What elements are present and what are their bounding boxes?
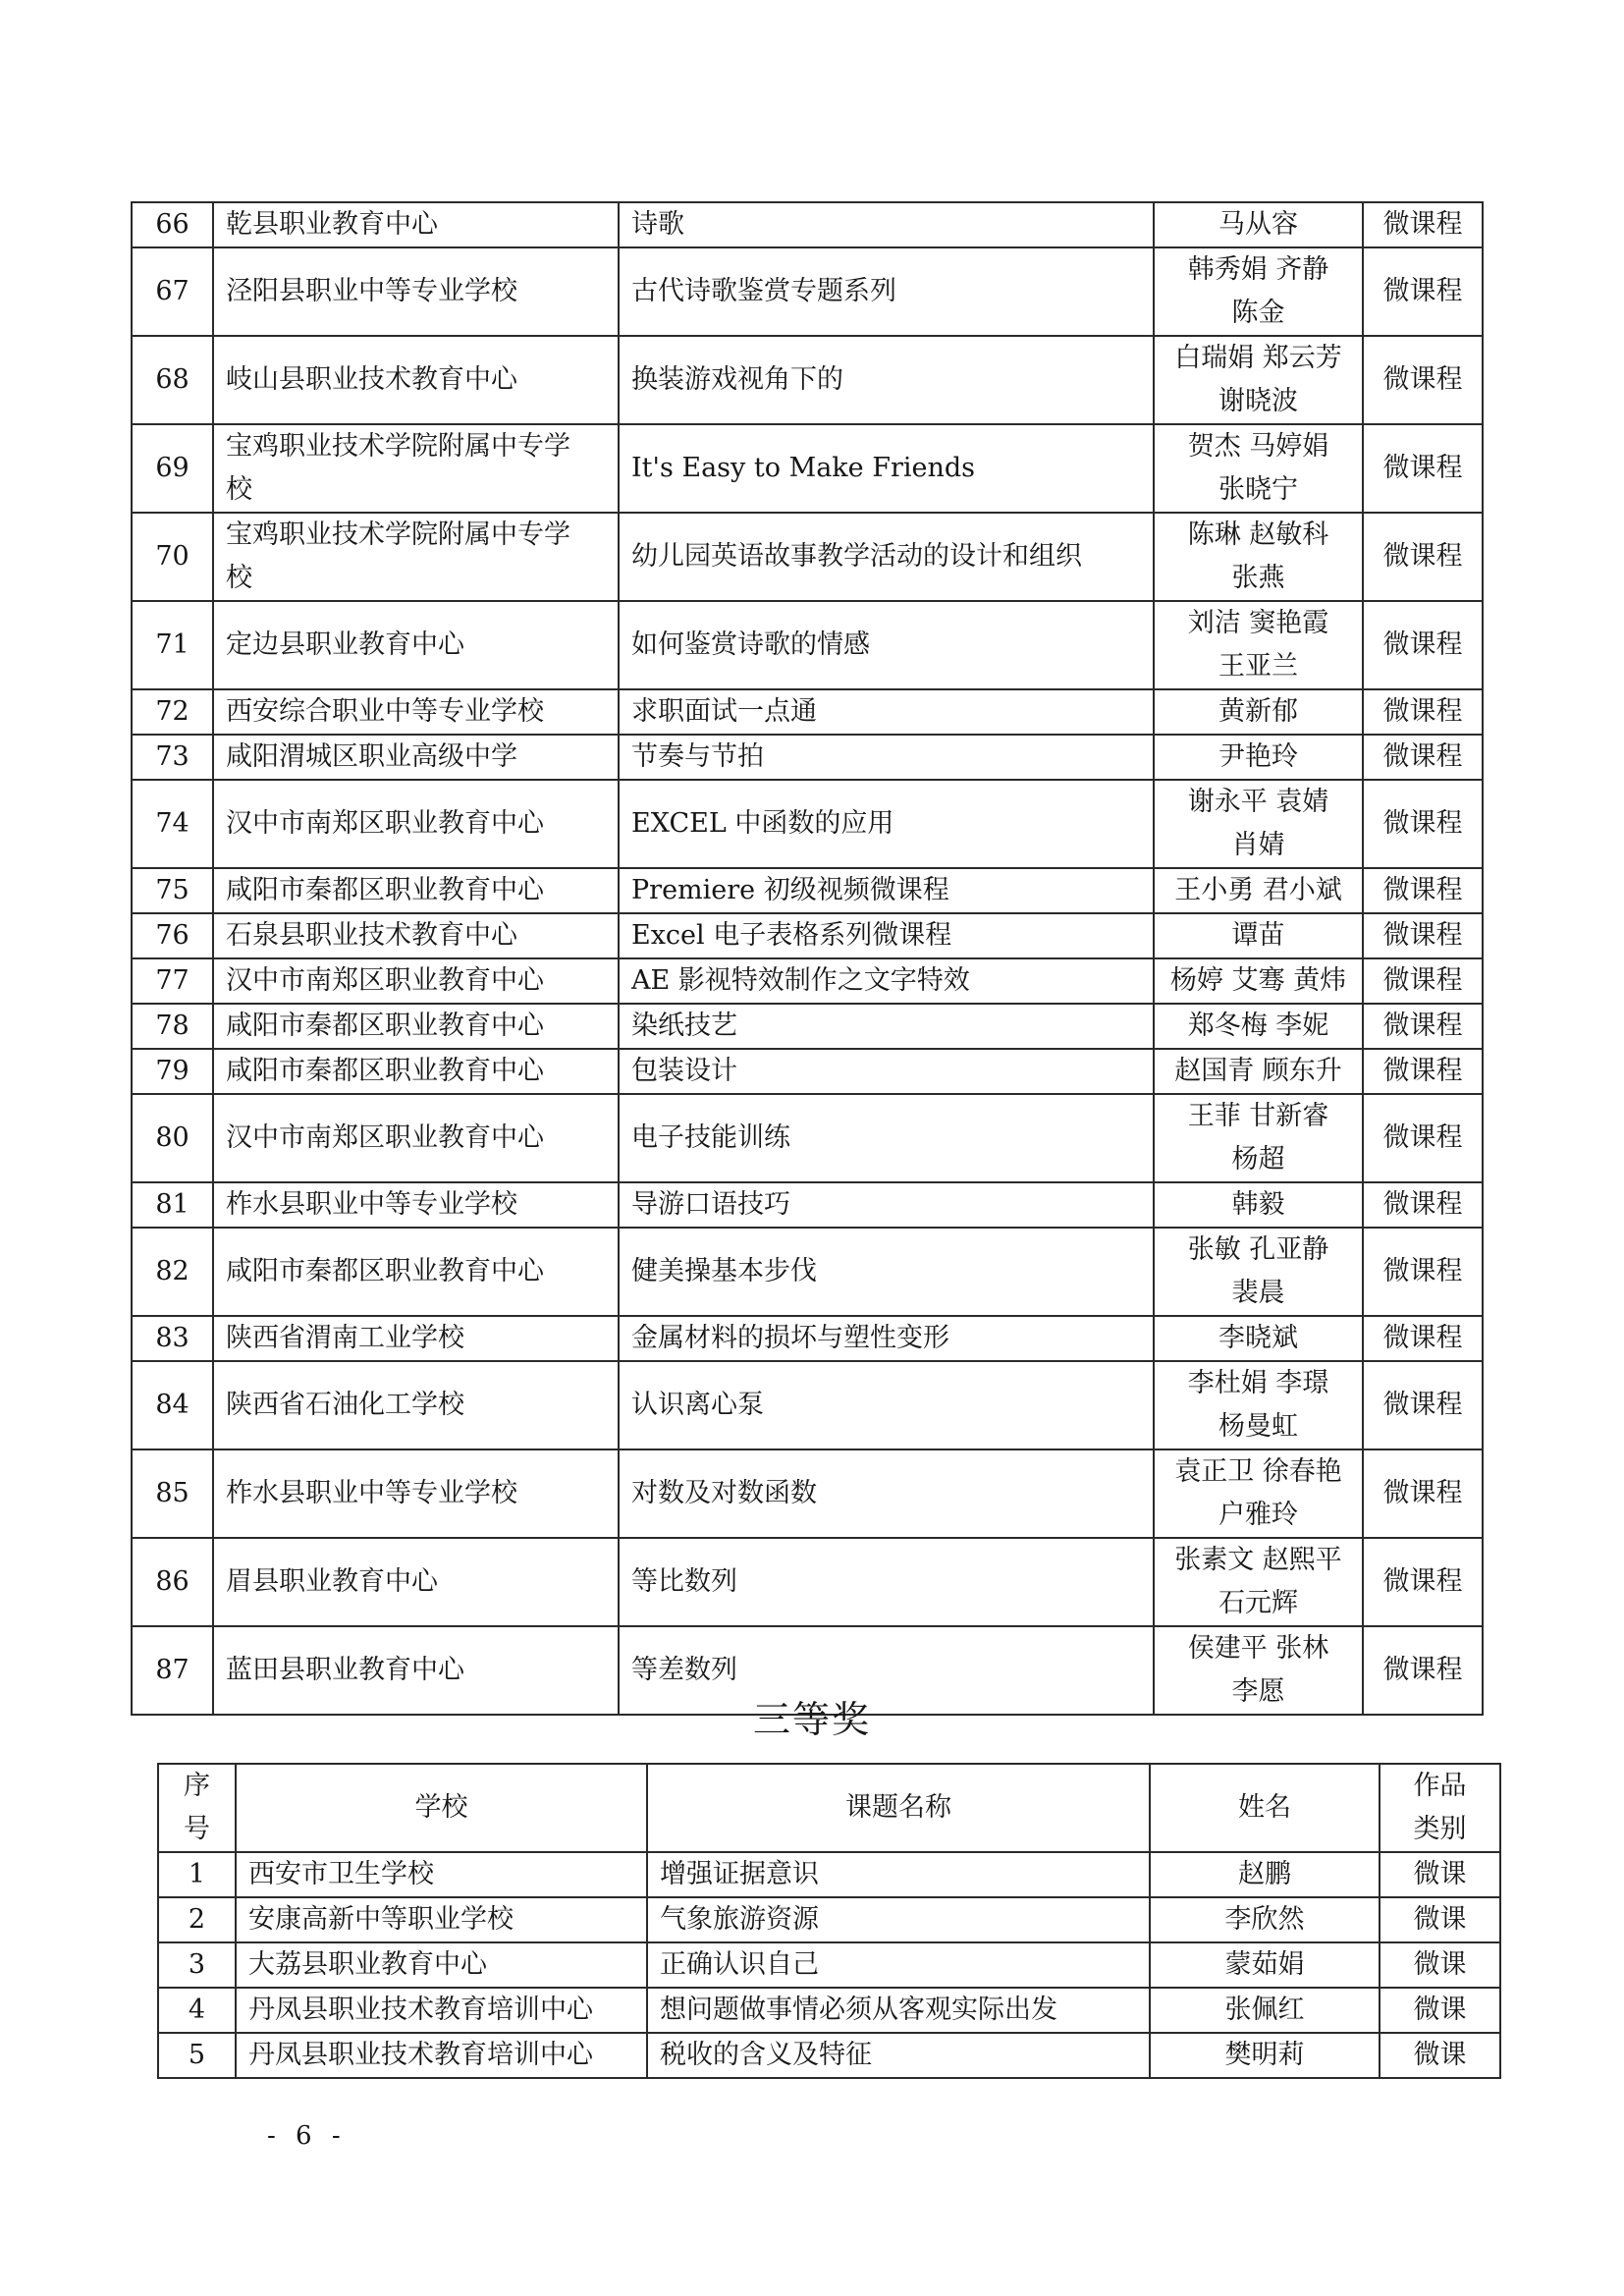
category-cell: 微课程: [1363, 1449, 1483, 1538]
row-number: 80: [132, 1094, 213, 1182]
category-cell: 微课程: [1363, 336, 1483, 424]
title-cell: 包装设计: [619, 1049, 1154, 1094]
table-row: [132, 780, 1483, 868]
row-number: 71: [132, 601, 213, 689]
title-cell: 幼儿园英语故事教学活动的设计和组织: [619, 513, 1154, 601]
category-cell: 微课程: [1363, 1316, 1483, 1361]
school-cell: 咸阳市秦都区职业教育中心: [213, 868, 619, 913]
header-category: 作品 类别: [1380, 1764, 1500, 1852]
category-cell: 微课程: [1363, 689, 1483, 735]
title-cell: 诗歌: [619, 202, 1154, 247]
category-cell: 微课程: [1363, 1228, 1483, 1316]
third-prize-table: [157, 1763, 1501, 2079]
category-cell: 微课: [1380, 1852, 1500, 1897]
school-cell: 西安市卫生学校: [236, 1852, 647, 1897]
title-cell: 电子技能训练: [619, 1094, 1154, 1182]
title-cell: 正确认识自己: [647, 1942, 1150, 1988]
category-cell: 微课程: [1363, 247, 1483, 336]
school-cell: 咸阳渭城区职业高级中学: [213, 735, 619, 780]
row-number: 81: [132, 1182, 213, 1228]
table-row: [132, 424, 1483, 513]
school-cell: 安康高新中等职业学校: [236, 1897, 647, 1942]
table-row: [158, 2033, 1500, 2078]
school-cell: 柞水县职业中等专业学校: [213, 1182, 619, 1228]
school-cell: 西安综合职业中等专业学校: [213, 689, 619, 735]
title-cell: Excel 电子表格系列微课程: [619, 913, 1154, 958]
category-cell: 微课程: [1363, 1538, 1483, 1626]
names-cell: 贺杰 马婷娟 张晓宁: [1154, 424, 1363, 513]
school-cell: 宝鸡职业技术学院附属中专学 校: [213, 513, 619, 601]
school-cell: 丹凤县职业技术教育培训中心: [236, 1988, 647, 2033]
category-cell: 微课程: [1363, 1094, 1483, 1182]
title-cell: EXCEL 中函数的应用: [619, 780, 1154, 868]
category-cell: 微课程: [1363, 958, 1483, 1004]
school-cell: 石泉县职业技术教育中心: [213, 913, 619, 958]
category-cell: 微课: [1380, 1942, 1500, 1988]
category-cell: 微课程: [1363, 735, 1483, 780]
names-cell: 韩秀娟 齐静 陈金: [1154, 247, 1363, 336]
title-cell: 等差数列: [619, 1626, 1154, 1715]
row-number: 69: [132, 424, 213, 513]
table-row: [158, 1897, 1500, 1942]
names-cell: 郑冬梅 李妮: [1154, 1004, 1363, 1049]
table-row: [132, 735, 1483, 780]
table-row: [132, 958, 1483, 1004]
names-cell: 王菲 甘新睿 杨超: [1154, 1094, 1363, 1182]
title-cell: 染纸技艺: [619, 1004, 1154, 1049]
table-row: [132, 689, 1483, 735]
row-number: 75: [132, 868, 213, 913]
table-row: [132, 1094, 1483, 1182]
row-number: 86: [132, 1538, 213, 1626]
row-number: 2: [158, 1897, 236, 1942]
school-cell: 丹凤县职业技术教育培训中心: [236, 2033, 647, 2078]
row-number: 87: [132, 1626, 213, 1715]
title-cell: Premiere 初级视频微课程: [619, 868, 1154, 913]
row-number: 67: [132, 247, 213, 336]
names-cell: 刘洁 窦艳霞 王亚兰: [1154, 601, 1363, 689]
row-number: 1: [158, 1852, 236, 1897]
table-row: [132, 1538, 1483, 1626]
category-cell: 微课程: [1363, 1182, 1483, 1228]
title-cell: 增强证据意识: [647, 1852, 1150, 1897]
row-number: 77: [132, 958, 213, 1004]
title-cell: 金属材料的损坏与塑性变形: [619, 1316, 1154, 1361]
school-cell: 咸阳市秦都区职业教育中心: [213, 1004, 619, 1049]
table-row: [132, 1182, 1483, 1228]
header-no: 序 号: [158, 1764, 236, 1852]
names-cell: 赵国青 顾东升: [1154, 1049, 1363, 1094]
table-row: [132, 1228, 1483, 1316]
names-cell: 樊明莉: [1150, 2033, 1380, 2078]
title-cell: 想问题做事情必须从客观实际出发: [647, 1988, 1150, 2033]
row-number: 83: [132, 1316, 213, 1361]
row-number: 73: [132, 735, 213, 780]
names-cell: 李欣然: [1150, 1897, 1380, 1942]
award-table-body: [132, 202, 1483, 1715]
table-row: [132, 1004, 1483, 1049]
category-cell: 微课程: [1363, 424, 1483, 513]
header-names: 姓名: [1150, 1764, 1380, 1852]
category-cell: 微课: [1380, 1897, 1500, 1942]
school-cell: 乾县职业教育中心: [213, 202, 619, 247]
school-cell: 蓝田县职业教育中心: [213, 1626, 619, 1715]
award-table: [131, 201, 1484, 1716]
names-cell: 袁正卫 徐春艳 户雅玲: [1154, 1449, 1363, 1538]
row-number: 82: [132, 1228, 213, 1316]
names-cell: 陈琳 赵敏科 张燕: [1154, 513, 1363, 601]
table-row: [132, 601, 1483, 689]
school-cell: 定边县职业教育中心: [213, 601, 619, 689]
title-cell: 导游口语技巧: [619, 1182, 1154, 1228]
row-number: 3: [158, 1942, 236, 1988]
school-cell: 陕西省渭南工业学校: [213, 1316, 619, 1361]
school-cell: 眉县职业教育中心: [213, 1538, 619, 1626]
row-number: 68: [132, 336, 213, 424]
category-cell: 微课程: [1363, 202, 1483, 247]
category-cell: 微课程: [1363, 913, 1483, 958]
names-cell: 马从容: [1154, 202, 1363, 247]
category-cell: 微课程: [1363, 1361, 1483, 1449]
table-row: [132, 1049, 1483, 1094]
category-cell: 微课程: [1363, 601, 1483, 689]
school-cell: 陕西省石油化工学校: [213, 1361, 619, 1449]
title-cell: 健美操基本步伐: [619, 1228, 1154, 1316]
row-number: 70: [132, 513, 213, 601]
title-cell: 古代诗歌鉴赏专题系列: [619, 247, 1154, 336]
names-cell: 侯建平 张林 李愿: [1154, 1626, 1363, 1715]
title-cell: It's Easy to Make Friends: [619, 424, 1154, 513]
title-cell: 换装游戏视角下的: [619, 336, 1154, 424]
school-cell: 汉中市南郑区职业教育中心: [213, 1094, 619, 1182]
category-cell: 微课: [1380, 2033, 1500, 2078]
school-cell: 大荔县职业教育中心: [236, 1942, 647, 1988]
names-cell: 谭苗: [1154, 913, 1363, 958]
names-cell: 韩毅: [1154, 1182, 1363, 1228]
table-row: [132, 1361, 1483, 1449]
table-row: [132, 513, 1483, 601]
title-cell: 对数及对数函数: [619, 1449, 1154, 1538]
row-number: 72: [132, 689, 213, 735]
school-cell: 咸阳市秦都区职业教育中心: [213, 1228, 619, 1316]
table-row: [132, 1449, 1483, 1538]
row-number: 76: [132, 913, 213, 958]
school-cell: 宝鸡职业技术学院附属中专学 校: [213, 424, 619, 513]
section-heading-third-prize: 三等奖: [752, 1698, 871, 1741]
category-cell: 微课程: [1363, 1049, 1483, 1094]
names-cell: 张素文 赵熙平 石元辉: [1154, 1538, 1363, 1626]
title-cell: 气象旅游资源: [647, 1897, 1150, 1942]
table-row: [132, 202, 1483, 247]
header-school: 学校: [236, 1764, 647, 1852]
category-cell: 微课: [1380, 1988, 1500, 2033]
category-cell: 微课程: [1363, 513, 1483, 601]
school-cell: 柞水县职业中等专业学校: [213, 1449, 619, 1538]
school-cell: 汉中市南郑区职业教育中心: [213, 780, 619, 868]
page-number: - 6 -: [267, 2121, 347, 2151]
category-cell: 微课程: [1363, 868, 1483, 913]
table-row: [158, 1942, 1500, 1988]
title-cell: 税收的含义及特征: [647, 2033, 1150, 2078]
title-cell: AE 影视特效制作之文字特效: [619, 958, 1154, 1004]
table-row: [132, 336, 1483, 424]
row-number: 66: [132, 202, 213, 247]
table-header-row: [158, 1764, 1500, 1852]
title-cell: 如何鉴赏诗歌的情感: [619, 601, 1154, 689]
row-number: 79: [132, 1049, 213, 1094]
names-cell: 赵鹏: [1150, 1852, 1380, 1897]
names-cell: 李晓斌: [1154, 1316, 1363, 1361]
names-cell: 黄新郁: [1154, 689, 1363, 735]
table-row: [132, 1316, 1483, 1361]
names-cell: 尹艳玲: [1154, 735, 1363, 780]
third-prize-table-body: [158, 1764, 1500, 2078]
category-cell: 微课程: [1363, 1004, 1483, 1049]
category-cell: 微课程: [1363, 780, 1483, 868]
table-row: [132, 868, 1483, 913]
school-cell: 岐山县职业技术教育中心: [213, 336, 619, 424]
names-cell: 李杜娟 李璟 杨曼虹: [1154, 1361, 1363, 1449]
school-cell: 汉中市南郑区职业教育中心: [213, 958, 619, 1004]
category-cell: 微课程: [1363, 1626, 1483, 1715]
title-cell: 等比数列: [619, 1538, 1154, 1626]
title-cell: 认识离心泵: [619, 1361, 1154, 1449]
title-cell: 求职面试一点通: [619, 689, 1154, 735]
names-cell: 张敏 孔亚静 裴晨: [1154, 1228, 1363, 1316]
names-cell: 王小勇 君小斌: [1154, 868, 1363, 913]
table-row: [158, 1988, 1500, 2033]
row-number: 5: [158, 2033, 236, 2078]
names-cell: 谢永平 袁婧 肖婧: [1154, 780, 1363, 868]
title-cell: 节奏与节拍: [619, 735, 1154, 780]
row-number: 84: [132, 1361, 213, 1449]
school-cell: 泾阳县职业中等专业学校: [213, 247, 619, 336]
row-number: 78: [132, 1004, 213, 1049]
names-cell: 白瑞娟 郑云芳 谢晓波: [1154, 336, 1363, 424]
table-row: [132, 913, 1483, 958]
school-cell: 咸阳市秦都区职业教育中心: [213, 1049, 619, 1094]
table-row: [158, 1852, 1500, 1897]
names-cell: 张佩红: [1150, 1988, 1380, 2033]
table-row: [132, 247, 1483, 336]
header-title: 课题名称: [647, 1764, 1150, 1852]
row-number: 74: [132, 780, 213, 868]
row-number: 4: [158, 1988, 236, 2033]
names-cell: 蒙茹娟: [1150, 1942, 1380, 1988]
row-number: 85: [132, 1449, 213, 1538]
names-cell: 杨婷 艾骞 黄炜: [1154, 958, 1363, 1004]
